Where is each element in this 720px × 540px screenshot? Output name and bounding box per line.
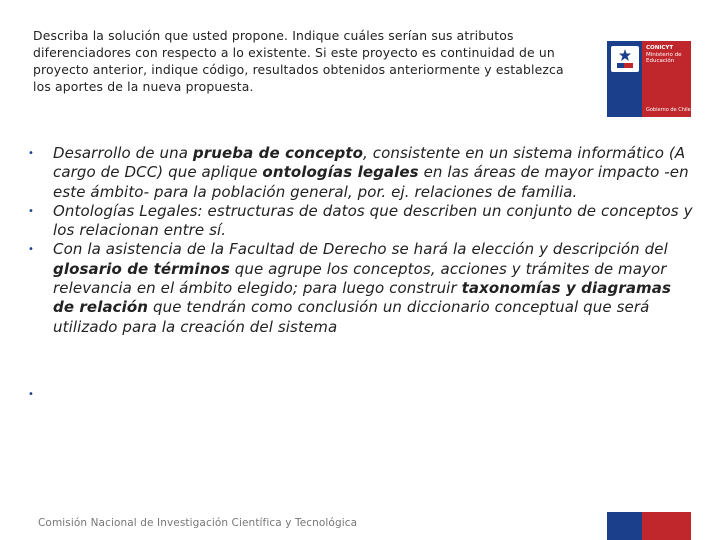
bullet-item — [28, 202, 693, 241]
conicyt-logo — [607, 41, 691, 117]
chile-seal-icon — [611, 46, 639, 72]
bullet-emphasis: glosario de términos — [53, 259, 230, 278]
bullet-item — [28, 240, 693, 336]
logo-org-name: CONICYT — [646, 45, 674, 51]
footer-color-bar — [607, 512, 691, 540]
bullet-dot: • — [28, 205, 34, 217]
bullet-item — [28, 144, 693, 202]
bullet-text: que agrupe los conceptos, acciones y trámites de mayor relevancia en el ámbito elegido; para luego construir — [53, 259, 667, 298]
logo-org-text — [646, 45, 690, 65]
bullet-text: Desarrollo de una — [53, 144, 193, 162]
slide-heading: Describa la solución que usted propone. Indique cuáles serían sus atributos diferenciadores con respecto a lo existente. Si este proyecto es continuidad de un proyecto anterior, indique código, resultados obtenidos anteriormente y establezca los aportes de la nueva propuesta. — [33, 28, 564, 94]
footer-red-block — [642, 512, 691, 540]
bullet-text: , consistente en un sistema informático (A cargo de DCC) que aplique — [53, 144, 686, 182]
bullet-list — [28, 144, 693, 337]
bullet-text: en las áreas de mayor impacto -en este ámbito- para la población general, por. ej. relaciones de familia. — [53, 163, 689, 201]
bullet-emphasis: prueba de concepto — [192, 144, 364, 162]
bullet-text: Ontologías Legales: estructuras de datos que describen un conjunto de conceptos y los relacionan entre sí. — [53, 201, 693, 240]
logo-ministry: Ministerio de Educación — [646, 51, 682, 64]
bullet-text: que tendrán como conclusión un diccionario conceptual que será utilizado para la creación del sistema — [53, 298, 650, 336]
bullet-dot: • — [28, 244, 34, 256]
empty-bullet-marker: • — [28, 389, 34, 400]
bullet-emphasis: ontologías legales — [262, 163, 419, 182]
footer-blue-block — [607, 512, 642, 540]
bullet-text: Con la asistencia de la Facultad de Derecho se hará la elección y descripción del — [53, 240, 668, 259]
footer-org-name: Comisión Nacional de Investigación Científica y Tecnológica — [38, 517, 358, 529]
bullet-emphasis: taxonomías y diagramas de relación — [53, 279, 672, 317]
bullet-dot: • — [28, 148, 34, 159]
logo-gov: Gobierno de Chile — [646, 107, 691, 113]
